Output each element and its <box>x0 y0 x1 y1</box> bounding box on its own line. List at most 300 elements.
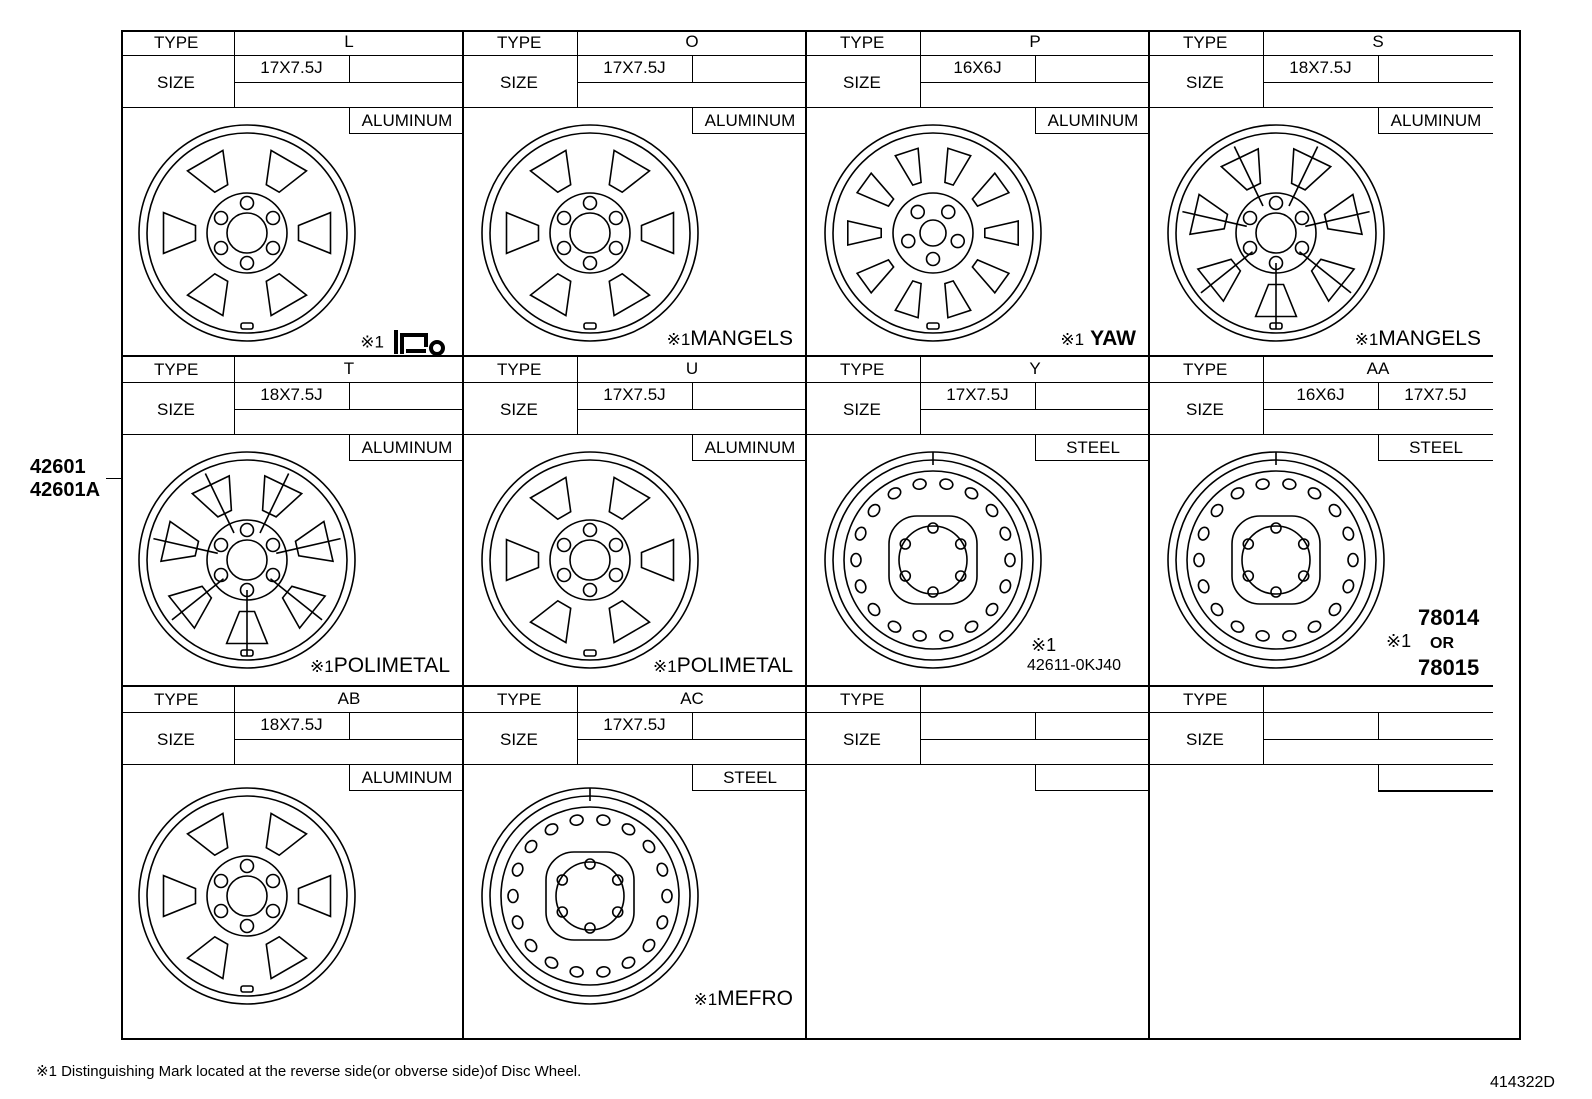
lug-nut <box>241 524 254 537</box>
part-number: 42601 <box>30 456 86 478</box>
header-divider <box>920 687 921 765</box>
center-bore <box>570 540 610 580</box>
wheel-window <box>857 260 894 293</box>
size-label: SIZE <box>500 400 538 419</box>
lug-nut <box>558 539 571 552</box>
distinguishing-mark <box>360 327 450 357</box>
size-divider <box>577 409 807 410</box>
lug-nut <box>215 539 228 552</box>
lug-nut <box>558 242 571 255</box>
wheel-window <box>188 937 228 979</box>
valve-hole <box>584 650 596 656</box>
vent-hole <box>1306 486 1322 501</box>
vent-hole <box>1306 619 1322 634</box>
wheel-window <box>266 274 306 316</box>
wheel-drawing <box>823 120 1045 346</box>
wheel-window <box>266 150 306 192</box>
vent-hole <box>998 579 1012 595</box>
footnote: ※1 Distinguishing Mark located at the reverse side(or obverse side)of Disc Wheel. <box>36 1063 582 1080</box>
hub-ring <box>1242 526 1310 594</box>
vent-hole <box>1229 486 1245 501</box>
vent-hole <box>963 619 979 634</box>
size-value: 17X7.5J <box>260 58 323 77</box>
wheel-rim-inner <box>147 796 347 996</box>
wheel-cell <box>121 357 464 687</box>
valve-hole <box>241 323 253 329</box>
vent-hole <box>866 601 882 617</box>
wheel-window <box>972 260 1009 293</box>
lug-nut <box>902 235 915 248</box>
mark-number: 78014 <box>1418 605 1480 630</box>
vent-hole <box>998 526 1012 542</box>
size-divider <box>234 82 464 83</box>
lug-nut <box>558 569 571 582</box>
distinguishing-mark <box>1355 327 1481 351</box>
size-value: 17X7.5J <box>1404 385 1467 404</box>
wheel-disc <box>1187 471 1365 649</box>
mark-prefix: ※1 <box>1386 631 1412 651</box>
mark-name: MANGELS <box>1378 327 1481 350</box>
vent-hole <box>939 478 954 490</box>
vent-hole <box>596 966 611 978</box>
wheel-window <box>972 173 1009 206</box>
type-label: TYPE <box>1183 360 1228 379</box>
type-value: L <box>344 32 354 51</box>
wheel-window <box>531 601 571 643</box>
size-label: SIZE <box>500 730 538 749</box>
size-label: SIZE <box>843 73 881 92</box>
lug-nut <box>241 197 254 210</box>
vent-hole <box>984 502 1000 518</box>
size-value: 16X6J <box>1296 385 1345 404</box>
vent-hole <box>511 862 525 878</box>
wheel-window <box>164 876 196 917</box>
type-label: TYPE <box>497 690 542 709</box>
vent-hole <box>851 554 861 567</box>
lug-nut <box>266 875 279 888</box>
size-divider <box>1378 56 1379 82</box>
size-label: SIZE <box>1186 730 1224 749</box>
lug-nut <box>609 539 622 552</box>
wheel-drawing <box>480 447 702 673</box>
size-divider <box>349 56 350 82</box>
type-value: P <box>1029 32 1041 51</box>
material-box: ALUMINUM <box>349 765 464 791</box>
material-box: ALUMINUM <box>692 435 807 461</box>
vent-hole <box>569 814 584 826</box>
mark-name: POLIMETAL <box>676 654 793 677</box>
wheel-drawing <box>1166 447 1388 673</box>
size-label: SIZE <box>157 730 195 749</box>
vent-hole <box>854 579 868 595</box>
vent-hole <box>1255 478 1270 490</box>
lug-nut <box>584 524 597 537</box>
type-label: TYPE <box>840 33 885 52</box>
type-value: T <box>343 359 355 378</box>
wheel-drawing <box>137 783 359 1009</box>
lug-nut <box>266 539 279 552</box>
size-divider <box>1035 383 1036 409</box>
vent-hole <box>886 619 902 634</box>
size-divider <box>920 82 1150 83</box>
wheel-window <box>266 937 306 979</box>
lug-nut <box>266 212 279 225</box>
hub <box>207 193 287 273</box>
center-bore <box>227 213 267 253</box>
size-divider <box>692 713 693 739</box>
vent-hole <box>1194 554 1204 567</box>
center-bore <box>920 220 946 246</box>
wheel-window <box>188 274 228 316</box>
size-value: 16X6J <box>953 58 1002 77</box>
mark-prefix: ※1 <box>1031 635 1057 655</box>
mark-name: MEFRO <box>717 987 793 1010</box>
vent-hole <box>1209 502 1225 518</box>
wheel-drawing <box>137 120 359 346</box>
type-value: O <box>685 32 699 51</box>
hub <box>207 520 287 600</box>
type-label: TYPE <box>497 360 542 379</box>
vent-hole <box>854 526 868 542</box>
wheel-window <box>266 813 306 855</box>
lug-nut <box>584 257 597 270</box>
material-box <box>1378 791 1493 792</box>
vent-hole <box>1348 554 1358 567</box>
type-value: AA <box>1366 359 1390 378</box>
type-label: TYPE <box>497 33 542 52</box>
wheel-window <box>507 540 539 581</box>
type-label: TYPE <box>840 690 885 709</box>
diagram-code: 414322D <box>1490 1074 1555 1091</box>
center-bore <box>227 876 267 916</box>
distinguishing-mark <box>310 654 450 678</box>
lug-nut <box>927 253 940 266</box>
wheel-rim-inner <box>490 460 690 660</box>
type-label: TYPE <box>840 360 885 379</box>
lug-nut <box>215 875 228 888</box>
vent-hole <box>912 478 927 490</box>
size-divider <box>692 56 693 82</box>
wheel-window <box>945 148 971 185</box>
wheel-drawing <box>823 447 1045 673</box>
type-value: Y <box>1029 359 1041 378</box>
wheel-window <box>188 150 228 192</box>
wheel-cell <box>807 30 1150 357</box>
lug-nut <box>241 860 254 873</box>
part-number: 42601A <box>30 479 101 501</box>
center-bore <box>227 540 267 580</box>
hub <box>1236 193 1316 273</box>
lug-nut <box>1295 242 1308 255</box>
type-value: U <box>685 359 699 378</box>
hub <box>550 193 630 273</box>
wheel-disc <box>844 471 1022 649</box>
lug-nut <box>215 905 228 918</box>
lug-nut <box>951 235 964 248</box>
valve-hole <box>241 986 253 992</box>
size-value: 18X7.5J <box>260 715 323 734</box>
vent-hole <box>1282 478 1297 490</box>
lug-nut <box>585 859 595 869</box>
mark-name: YAW <box>1090 327 1136 350</box>
wheel-drawing <box>137 447 359 673</box>
valve-hole <box>927 323 939 329</box>
mark-part-number: 42611-0KJ40 <box>1027 657 1121 674</box>
size-value: 17X7.5J <box>603 715 666 734</box>
lug-nut <box>266 242 279 255</box>
hub <box>893 193 973 273</box>
lug-nut <box>584 584 597 597</box>
leader-line <box>106 478 121 479</box>
wheel-rim <box>1168 452 1384 668</box>
vent-hole <box>1255 630 1270 642</box>
vent-hole <box>1209 601 1225 617</box>
wheel-window <box>299 213 331 254</box>
size-divider <box>577 82 807 83</box>
vent-hole <box>1197 579 1211 595</box>
mark-prefix: ※1 <box>1060 330 1085 349</box>
distinguishing-mark <box>653 654 793 678</box>
lug-nut <box>241 920 254 933</box>
size-label: SIZE <box>500 73 538 92</box>
hub-ring <box>899 526 967 594</box>
size-divider <box>692 383 693 409</box>
vent-hole <box>620 822 636 837</box>
hub-plate <box>889 516 977 604</box>
lug-nut <box>1270 197 1283 210</box>
hub-ring <box>556 862 624 930</box>
lug-nut <box>1271 587 1281 597</box>
center-bore <box>570 213 610 253</box>
size-value: 17X7.5J <box>603 385 666 404</box>
size-value: 17X7.5J <box>603 58 666 77</box>
brand-logo-icon <box>392 327 450 357</box>
distinguishing-mark <box>693 987 793 1011</box>
material-box: STEEL <box>1378 435 1493 461</box>
wheel-cell <box>464 357 807 687</box>
vent-hole <box>543 822 559 837</box>
wheel-cell <box>807 357 1150 687</box>
wheel-window <box>945 281 971 318</box>
vent-hole <box>641 937 657 953</box>
wheel-rim-inner <box>833 133 1033 333</box>
wheel-rim-inner <box>490 796 690 996</box>
lug-nut <box>609 212 622 225</box>
material-box: ALUMINUM <box>1378 108 1493 134</box>
wheel-rim <box>825 125 1041 341</box>
wheel-window <box>1221 149 1260 190</box>
vent-hole <box>912 630 927 642</box>
wheel-rim <box>482 452 698 668</box>
size-label: SIZE <box>157 73 195 92</box>
type-label: TYPE <box>1183 33 1228 52</box>
wheel-window <box>609 477 649 519</box>
size-divider <box>920 739 1150 740</box>
wheel-cell <box>464 30 807 357</box>
vent-hole <box>1005 554 1015 567</box>
wheel-window <box>895 281 921 318</box>
size-label: SIZE <box>157 400 195 419</box>
size-divider <box>1035 713 1036 739</box>
material-box: ALUMINUM <box>349 108 464 134</box>
lug-nut <box>1271 523 1281 533</box>
hub-plate <box>1232 516 1320 604</box>
material-box <box>1263 765 1378 791</box>
lug-nut <box>609 242 622 255</box>
type-value: AC <box>680 689 704 708</box>
wheel-cell <box>1150 687 1493 1040</box>
lug-nut <box>1295 212 1308 225</box>
lug-nut <box>942 205 955 218</box>
wheel-rim <box>139 788 355 1004</box>
size-label: SIZE <box>1186 400 1224 419</box>
wheel-window <box>531 274 571 316</box>
material-box <box>1378 765 1493 791</box>
wheel-window <box>609 150 649 192</box>
header-divider <box>1263 687 1264 765</box>
type-label: TYPE <box>154 690 199 709</box>
vent-hole <box>655 915 669 931</box>
size-divider <box>920 409 1150 410</box>
wheel-cell <box>121 687 464 1040</box>
lug-nut <box>215 569 228 582</box>
size-divider <box>234 739 464 740</box>
material-box: ALUMINUM <box>349 435 464 461</box>
wheel-rim <box>482 125 698 341</box>
mark-name: POLIMETAL <box>333 654 450 677</box>
lug-nut <box>215 242 228 255</box>
wheel-cell <box>121 30 464 357</box>
wheel-drawing <box>480 783 702 1009</box>
wheel-rim-inner <box>490 133 690 333</box>
lug-nut <box>241 257 254 270</box>
size-divider <box>577 739 807 740</box>
wheel-drawing <box>480 120 702 346</box>
vent-hole <box>641 838 657 854</box>
lug-nut <box>585 923 595 933</box>
type-value: S <box>1372 32 1384 51</box>
wheel-cell <box>1150 357 1493 687</box>
type-label: TYPE <box>1183 690 1228 709</box>
wheel-window <box>164 213 196 254</box>
wheel-rim <box>139 125 355 341</box>
material-box <box>1035 765 1150 791</box>
mark-prefix: ※1 <box>309 657 334 676</box>
vent-hole <box>1282 630 1297 642</box>
material-box: ALUMINUM <box>692 108 807 134</box>
mark-or: OR <box>1430 635 1454 652</box>
wheel-window <box>609 274 649 316</box>
lug-nut <box>609 569 622 582</box>
wheel-rim-inner <box>1176 460 1376 660</box>
vent-hole <box>523 838 539 854</box>
hub <box>550 520 630 600</box>
type-label: TYPE <box>154 360 199 379</box>
mark-prefix: ※1 <box>693 990 718 1009</box>
vent-hole <box>939 630 954 642</box>
mark-prefix: ※1 <box>666 330 691 349</box>
wheel-window <box>1292 149 1331 190</box>
size-label: SIZE <box>843 730 881 749</box>
hub-plate <box>546 852 634 940</box>
wheel-disc <box>501 807 679 985</box>
wheel-cell <box>1150 30 1493 357</box>
wheel-window <box>531 150 571 192</box>
type-value: AB <box>337 689 361 708</box>
hub <box>207 856 287 936</box>
size-label: SIZE <box>1186 73 1224 92</box>
vent-hole <box>1197 526 1211 542</box>
wheel-window <box>857 173 894 206</box>
vent-hole <box>511 915 525 931</box>
vent-hole <box>1229 619 1245 634</box>
lug-nut <box>266 569 279 582</box>
lug-nut <box>558 212 571 225</box>
size-label: SIZE <box>843 400 881 419</box>
wheel-type-grid <box>121 30 1521 1040</box>
wheel-window <box>642 213 674 254</box>
vent-hole <box>886 486 902 501</box>
size-divider <box>1378 713 1379 739</box>
wheel-window <box>507 213 539 254</box>
size-divider <box>349 383 350 409</box>
wheel-window <box>985 221 1018 245</box>
vent-hole <box>543 955 559 970</box>
wheel-window <box>642 540 674 581</box>
size-divider <box>1263 82 1493 83</box>
wheel-window <box>299 876 331 917</box>
distinguishing-mark <box>1060 327 1136 351</box>
center-bore <box>1256 213 1296 253</box>
mark-prefix: ※1 <box>1354 330 1379 349</box>
vent-hole <box>1327 502 1343 518</box>
wheel-window <box>531 477 571 519</box>
wheel-cell <box>464 687 807 1040</box>
size-divider <box>1035 56 1036 82</box>
lug-nut <box>584 197 597 210</box>
distinguishing-mark <box>667 327 793 351</box>
lug-nut <box>928 523 938 533</box>
vent-hole <box>569 966 584 978</box>
size-divider <box>1263 409 1493 410</box>
lug-nut <box>215 212 228 225</box>
wheel-rim-inner <box>147 133 347 333</box>
wheel-window <box>609 601 649 643</box>
size-value: 17X7.5J <box>946 385 1009 404</box>
size-value: 18X7.5J <box>260 385 323 404</box>
mark-prefix: ※1 <box>652 657 677 676</box>
lug-nut <box>911 205 924 218</box>
lug-nut <box>266 905 279 918</box>
vent-hole <box>662 890 672 903</box>
size-divider <box>349 713 350 739</box>
vent-hole <box>523 937 539 953</box>
material-box: STEEL <box>692 765 807 791</box>
size-value: 18X7.5J <box>1289 58 1352 77</box>
wheel-window <box>848 221 881 245</box>
type-label: TYPE <box>154 33 199 52</box>
vent-hole <box>655 862 669 878</box>
wheel-rim <box>482 788 698 1004</box>
vent-hole <box>620 955 636 970</box>
wheel-rim-inner <box>833 460 1033 660</box>
size-divider <box>1263 739 1493 740</box>
lug-nut <box>928 587 938 597</box>
wheel-window <box>188 813 228 855</box>
wheel-cell <box>807 687 1150 1040</box>
wheel-window <box>192 476 231 517</box>
wheel-window <box>263 476 302 517</box>
